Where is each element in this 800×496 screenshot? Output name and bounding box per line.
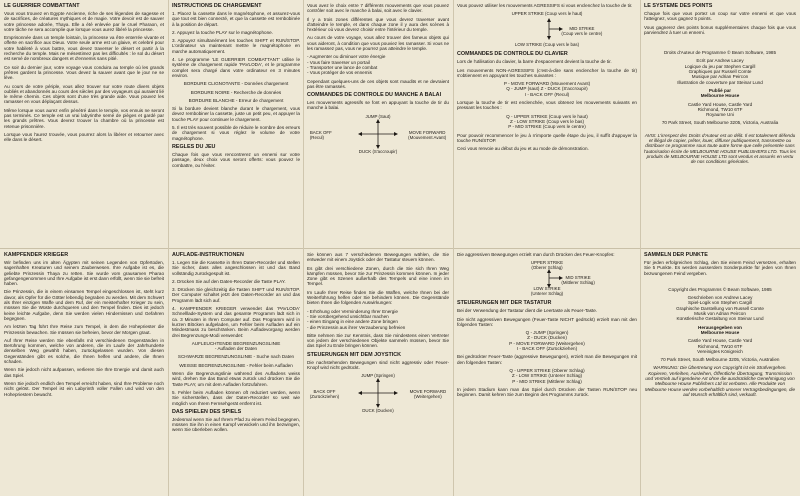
upper-strike-label: UPPER STRIKE (Coup vers le haut) [511,11,583,17]
de-strike-diagram [457,260,637,296]
fr-text: Vous pouvez utiliser les mouvements AGRESSIFS si vous enclenchez la touche de tir. [457,3,633,8]
de-paragraph: Wenn Sie jedoch endlich den Tempel erreicht haben, sind Ihre Probleme noch nicht gelöst. Der Tempel ist ein Labyrinth voller Fallen und wird von den Hohepriestern bewacht. [4,380,164,397]
de-loading-step: 3. Drücken Sie gleichzeitig die Tasten SHIFT und RUN/STOP. Der Computer schaltet jetzt den Daten-Recorder an und das Programm lädt sich auf. [172,287,300,303]
de-loading-step: 1. Legen Sie die Kassette in Ihren Daten-Recorder und stellen Sie sicher, dass alles angeschlossen ist und das Band vollständig zurückgespult ist. [172,260,300,276]
de-text: Es gibt drei verschiedene Zonen, durch die Sie sich Ihren Weg kämpfen müssen, bevor Sie zur Prinzessin kommen können. In jeder Zone gibt es Szenen außerhalb des Tempels und eine innen im Tempel. [307,265,449,287]
de-story-column [4,252,164,494]
fold-line-horizontal [0,248,800,249]
upper-strike-label: UPPER STRIKE (Oberer Schlag) [530,260,564,271]
de-loading-step: 2. Drücken Sie auf den Daten-Recorder die Taste PLAY. [172,278,286,284]
fr-publisher: Publié par Melbourne House [700,87,740,99]
fr-text: Il y a trois zones différentes que vous devrez traverser avant d'atteindre le temple, et dans chaque zone il y aura des scènes à l'extérieur où vous devrez choisir entre l'intérieur du temple. [307,16,449,33]
de-publisher: Herausgegeben von Melbourne House [698,324,742,335]
fr-loading-step: 3. Appuyez simultanément les touches SHIFT et RUN/STOP. L'ordinateur va maintenant mettre le magnétophone en marche automatiquement. [172,38,300,54]
fr-title: LE GUERRIER COMBATTANT [4,3,80,9]
fr-rules-text: Chaque fois que vous rencontrerez un ennemi sur votre passage, deux choix vous seront offerts: vous pouvez le combattre, ou l'éviter. [172,151,300,168]
de-joystick-title: STEUERUNGEN MIT DEM JOYSTICK [307,351,402,358]
de-credits-column [644,252,796,494]
de-paragraph: Auf Ihrer Reise werden Sie ebenfalls mit verschiedenen Gegenständen in Berührung kommen, welche von anderen, die im Laufe der Jahrhunderte denselben Weg gewählt haben, zurückgelassen wurden. Von diesen Gegenständen gibt es solche, die Ihnen helfen und andere, die Ihnen schaden. [4,337,164,365]
fr-loading-title: INSTRUCTIONS DE CHARGEMENT [172,3,262,9]
fr-address-aus: 70 Park Street, South Melbourne 3205, Victoria, Australia [661,120,779,126]
fr-joystick-diagram [307,114,449,154]
de-text: Für jeden erfolgreichen Schlag, den Sie einem Feind versetzen, erhalten Sie 5 Punkte. Es werden ausserdem Sonderpunkte für jeden von Ihnen bezwungenen Feind vergeben. [644,260,796,276]
de-points-title: SAMMELN DER PUNKTE [644,252,708,258]
fold-line-2 [303,0,304,496]
fr-credits-column [644,3,796,246]
fr-text: Les mouvements NON-AGRESSIFS (c'est-à-dire sans enclencher la touche de tir) s'obtiennent en appuyant les touches suivantes : [457,67,637,78]
move-forward-label: MOVE FORWARD (Weitergehen) [409,389,447,400]
de-loading-step: 5. Fehler beim Aufladen können oft reduziert werden, wenn Sie sicherstellen, dass der Daten-Recorder so weit wie möglich von Ihrem Fernsehgerät entfernt ist. [172,389,300,406]
fr-paragraph: Au cours de votre périple, vous allez trouver sur votre route divers objets oubliés et abandonnés au cours des siècles par des voyageurs qui auraient lié le même chemin. Ces objets sont d'une très grande aide. Vous pouvez les ramasser en vous déplaçant dessus. [4,83,164,105]
fr-paragraph: Emprisonnée dans un temple lointain, la princesse va être enterrée vivante et offerte en sacrifice aux Dieux. Votre seule arme est un glaive, et celebré pour votre habileté à vous battre, vous devez traverser le désert et partir à la recherche du temple. Mais ne mésestimez pas les difficultés : le sol du désert est semé de nombreux dangers et d'ennemis sans pitié. [4,35,164,62]
fr-story-column [4,3,164,246]
fr-text: Pour pouvoir recommencer le jeu à n'importe quelle étape du jeu, il suffit d'appuyer la touche RUN/STOP. [457,132,637,143]
fr-paragraph: Ce soir du dernier jour, votre voyage vous conduira au temple où les grands prêtres gardent la princesse. Vous devez la sauver avant que le jour ne se lève. [4,64,164,81]
de-paragraph: Die Prinzessin, die in einem einsamen Tempel eingeschlossen ist, steht kurz davor, als Opfer für die Götter lebendig begraben zu werden. Mit dem Schwert als Ihrer einzigen Waffe und dem Ruf, der ein meisterhafter Krieger zu sein, müssen Sie die Wüste durchqueren und den Tempel finden. Dies ist jedoch keine leichte Aufgabe, denn Sie werden vielen Hindernissen und Gefahren begegnen. [4,289,164,321]
fr-key-list: Q - UPPER STRIKE (Coup vers le haut) Z - LOW STRIKE (Coup vers le bas) P - MID STRIKE (Coup vers le centre) [506,113,588,130]
de-text: Die nachstehenden Bewegungen sind nicht aggressiv oder Feuer-Knopf wird nicht gedrückt. [307,359,449,371]
low-strike-label: LOW STRIKE (Coup vers le bas) [514,42,580,48]
fr-loading-step: 5. Il est très souvent possible de réduire le nombre des erreurs de chargement si vous réglez le volume de votre magnétophone. [172,125,300,141]
de-text: Bitte nehmen Sie zur Kenntnis, dass Sie mindestens einen Vertreter von jedem der verschiedenen Objekte sammeln müssen, bevor Sie das Spiel zu Ende bringen können. [307,332,449,349]
de-keyboard-title: STEUERUNGEN MIT DER TASTATUR [457,300,552,307]
fr-paragraph: Lorsque vous l'aurez trouvée, vous pourrez alors la libérer et retourner avec elle dans le désert. [4,131,164,143]
mid-strike-label: MID STRIKE (Mittlerer Schlag) [561,275,595,286]
fr-address: Castle Yard House, Castle Yard Richmond, TW10 6TF Royaume Uni [687,101,753,118]
fr-key-list: P - MOVE FORWARD (Mouvement Avant) Q - JUMP (saut) Z - DUCK (S'accroupir) I - BACK OFF (Recul) [503,81,591,97]
fr-loading-step: 2. Appuyez la touche PLAY sur le magnétophone. [172,29,273,35]
fr-points-title: LE SYSTEME DES POINTS [644,3,713,9]
fr-object-list: - Augmenter ou diminuer votre énergie - Vous faire traverser un portail - Transporter une lance de combat - Vous protéger de vos ennemis [307,54,386,76]
fr-keyboard-column [457,3,637,246]
back-off-label: BACK OFF (Zurückziehen) [309,389,340,400]
fr-text: Vous avez le choix entre 7 différents mouvements que vous pouvez contrôler soit avec le manche à balai, soit avec le clavier. [307,3,449,14]
fr-text: Lorsque la touche de tir est enclenchée, vous obtenez les mouvements suivants en pressant les touches : [457,100,637,111]
fr-paragraph: Vous vous trouvez en Egypte Ancienne, riche de ses légendes de sagesse et de sacrifices, de créatures mythiques et de magie. Votre devoir est de sauver votre princesse adorée, Thaya. Elle a été enlevée par le cruel Pharaon, et votre tâche ne sera accomplie que lorsque vous aurez libéré la princesse. [4,11,164,32]
fr-copyright: Droits d'Auteur de Programme © Beam Software, 1985 [663,50,776,56]
fr-border-mode: BORDURE NOIRE - Recherche de données [190,89,282,95]
de-key-list: Q - UPPER STRIKE (Oberer Schlag) Z - LOW STRIKE (Unterer Schlag) P - MID STRIKE (Mittlerer Schlag) [509,367,585,384]
de-text: Bei der Verwendung der Tastatur dient die Leertaste als Feuer-Taste. [457,308,598,314]
de-copyright-warning: WARNUNG: Die Übertretung von Copyright ist ein Strafvergehen. Kopieren, Verleihen, Ausleihen, Öffentliche Übertragung, Transmission und Vertrieb auf irgendeine Art ohne die ausdrückliche Genehmigung von Melbourne House Publishers Ltd ist verboten. Alle Produkte von Melbourne House werden vorbehaltlich unserer Vertragsbedingungen, die auf Wunsch erhältlich sind, verkauft. [644,365,796,397]
fold-line-4 [640,0,641,496]
de-text: Im Laufe Ihrer Reise finden Sie die Waffen, welche Ihnen bei der Weiterführung helfen oder Sie behindern können. Die Gegenstände bieten Ihnen die folgenden Auswirkungen: [307,289,449,306]
de-paragraph: Am letzten Tag führt Ihre Reise zum Tempel, in dem die Hohepriester die Prinzessin bewachen. Sie müssen sie befreien, bevor der Morgen graut. [4,324,164,335]
de-joystick-diagram [307,373,449,413]
de-text: In jedem Stadium kann man das Spiel durch Drücken der Tasten RUN/STOP neu beginnen. Damit kehren Sie zum Beginn des Programms zurück. [457,386,637,398]
fold-line-1 [168,0,169,496]
fr-text: Cependant quelques-uns de ces objets sont maudits et ne devraient pas être ramassés. [307,78,449,89]
fr-controls-column [307,3,449,246]
jump-label: JUMP (Springen) [361,373,395,379]
fr-text: Les mouvements agressifs se font en appuyant la touche de tir du manche à balai. [307,100,449,111]
de-text: Sie können aus 7 verschiedenen Bewegungen wählen, die Sie entweder mit einem Joystick oder der Tastatur steuern können. [307,252,449,263]
fr-text: Chaque fois que vous portez un coup sur votre ennemi et que vous l'atteignez, vous gagnez 5 points. [644,11,796,22]
de-paragraph: Wenn Sie jedoch nicht aufpassen, verlieren Sie Ihre Energie und damit auch das Spiel. [4,367,164,378]
fr-joystick-title: COMMANDES DE CONTROLE DU MANCHE A BALAI [307,92,442,99]
de-loading-step: Wenn die Begrenzungslinie während des Aufladens weiss wird, drehen Sie das Band etwas zurück und drücken Sie die Taste PLAY, um mit dem Aufladen fortzufahren. [172,371,300,387]
mid-strike-label: MID STRIKE (Coup vers le centre) [561,26,603,37]
de-border-mode: SCHWARZE BEGRENZUNGSLINIE - Suche nach Daten [177,354,295,360]
jump-label: JUMP (Saut) [365,113,391,119]
de-controls-column [307,252,449,494]
de-text: Die aggressiven Bewegungen erzielt man durch Drücken des Feuer-Knopfes: [457,252,615,257]
de-border-mode: WEISSE BEGRENZUNGSLINIE - Fehler beim Aufladen [179,362,293,368]
fold-line-3 [453,0,454,496]
fr-keyboard-title: COMMANDES DE CONTROLE DU CLAVIER [457,51,568,58]
fr-loading-step: Si la bordure devient blanche durant le chargement, vous devez rembobiner la cassette, juste un petit peu, et appuyer la touche PLAY pour continuer le chargement. [172,106,300,122]
de-address-aus: 70 Park Street, South Melbourne 3205, Victoria, Australien [660,357,780,363]
de-text: Die nicht aggressiven Bewegungen (Feuer-Taste NICHT gedrückt) erzielt man mit den folgenden Tasten: [457,316,637,327]
de-border-mode: AUFLEUCHTENDE BEGRENZUNGSLINIE - Aufladen der Daten [191,340,281,352]
fr-text: Lors de l'utilisation du clavier, la barre d'espacement devient la touche de tir. [457,59,612,65]
de-title: KAMPFENDER KRIEGER [4,252,69,258]
de-loading-column [172,252,300,494]
de-object-list: - Erhöhung oder Verminderung Ihrer Energie - Sie vorübergehend unsichtbar machen - einen Eingang in eine andere Zone bringen - die Prinzessin aus ihrer Verzauberung befreien [307,308,406,330]
de-address: Castle Yard House, Castle Yard Richmond, TW10 6TF Vereinigtes Königreich [687,338,753,354]
de-credits: Geschrieben von Andrew Lacey Spiel-Logik von Stephen Cargill Graphische Darstellung von Russell Comte Musik von Adrian Peircon Künstlerische Gestaltung von Steinar Lund [676,295,764,322]
de-loading-step: 4. KAMPFENDER KRIEGER verwendet das 'PAVLODA' Schnelllade-System und das gesamte Programm lädt sich in ca. 3 Minuten in Ihren Computer auf. Das Programm wird in kurzen Blöcken aufgeladen, um Fehler beim Aufladen auf ein Mindestmass zu beschränken. Beim Aufladevorgang werden drei Begrenzungs-Modi verwendet: [172,306,300,338]
fr-copyright-warning: AVIS: L'irrespect des Droits d'Auteur est un délit. Il est totalement défendu et illégal de copier, prêter, louer, diffuser publiquement, transmettre ou distribuer ce programme sous toute autre forme que celle présentée sans l'autorisation écrite de MELBOURNE HOUSE PUBLISHERS LTD. Tous les produits de MELBOURNE HOUSE LTD sont vendus et assurés en vertu de nos conditions générales. [644,132,796,165]
fr-rules-title: REGLES DU JEU [172,143,216,150]
duck-label: DUCK (Ducken) [362,408,394,414]
de-paragraph: Wir befinden uns im alten Ägypten mit seinen Legenden von Opfertoden, sagenhaften Kreaturen und seinem Zauberwesen. Ihre Aufgabe ist es, die geliebte Prinzessin Thaya zu retten. Sie wurde vom grausamen Pharao gefangengenommen und Ihre Aufgabe ist erst dann erfüllt, wenn Sie sie befreit haben. [4,260,164,287]
fr-border-mode: BORDURE BLANCHE - Erreur de chargement [188,97,284,103]
de-copyright: Copyright des Programms © Beam Software, 1985 [668,286,772,292]
fr-paragraph: Même lorsque vous aurez enfin pénétré dans le temple, vos ennuis ne seront pas terminés. Ce temple est un vrai labyrinthe semé de pièges et gardé par les grands prêtres. Vous devrez trouver la chambre où la princesse est retenue prisonnière. [4,107,164,129]
fr-text: Ceci vous renvoie au début du jeu et au mode de démonstration. [457,146,589,152]
fr-text: Au cours de votre voyage, vous allez trouver des fameux objets qui vous aideront, à condition que vous pouviez les ramasser. Si vous ne les ramassez pas, vous ne pourrez pas atteindre le temple. [307,35,449,52]
move-forward-label: MOVE FORWARD (Mouvement Avant) [408,129,447,140]
fr-loading-column [172,3,300,246]
fr-border-mode: BORDURE CLIGNOTANTE - Données chargement [183,81,289,87]
fr-credits: Ecrit par Andrew Lacey Logique du jeu par Stephen Cargill Graphiques par Russell Comte Musique par Adrian Peircon Illustration de couverture par Steinar Lund [677,58,763,85]
low-strike-label: LOW STRIKE (Unterer Schlag) [530,286,564,297]
de-play-text: Jedesmal wenn Sie auf Ihrem Pfad zu einem Feind begegnen, müssen Sie ihn in einen Kampf verwickeln und ihn bezwingen, wenn Sie überleben wollen. [172,416,300,433]
duck-label: DUCK (S'accroupir) [358,148,398,154]
de-keyboard-column [457,252,637,494]
de-key-list: Q - JUMP (Springen) Z - DUCK (Ducken) P - MOVE FORWARD (Weitergehen) I - BACK OFF (Zurückziehen) [509,330,585,352]
fr-text: Vous gagnerez des points bonus supplémentaires chaque fois que vous parviendrez à tuer un ennemi. [644,24,796,35]
de-loading-title: AUFLADE-INSTRUKTIONEN [172,252,244,258]
de-text: Bei gedrückter Feuer-Taste (aggressive Bewegungen), erzielt man die Bewegungen mit den folgenden Tasten: [457,354,637,365]
back-off-label: BACK OFF (Recul) [309,129,332,140]
fr-loading-step: 1. Placez la cassette dans le magnétophone, et assurez-vous que tout est bien connecté, et que la cassette est rembobinée à la position de départ. [172,11,300,27]
de-play-title: DAS SPIELEN DES SPIELS [172,408,242,415]
fr-strike-diagram [457,11,637,47]
fr-loading-step: 4. Le programme 'LE GUERRIER COMBATTANT' utilise le système de chargement rapide 'PAVLODA', et le programme complet sera chargé dans votre ordinateur en 3 minutes environ. [172,57,300,78]
